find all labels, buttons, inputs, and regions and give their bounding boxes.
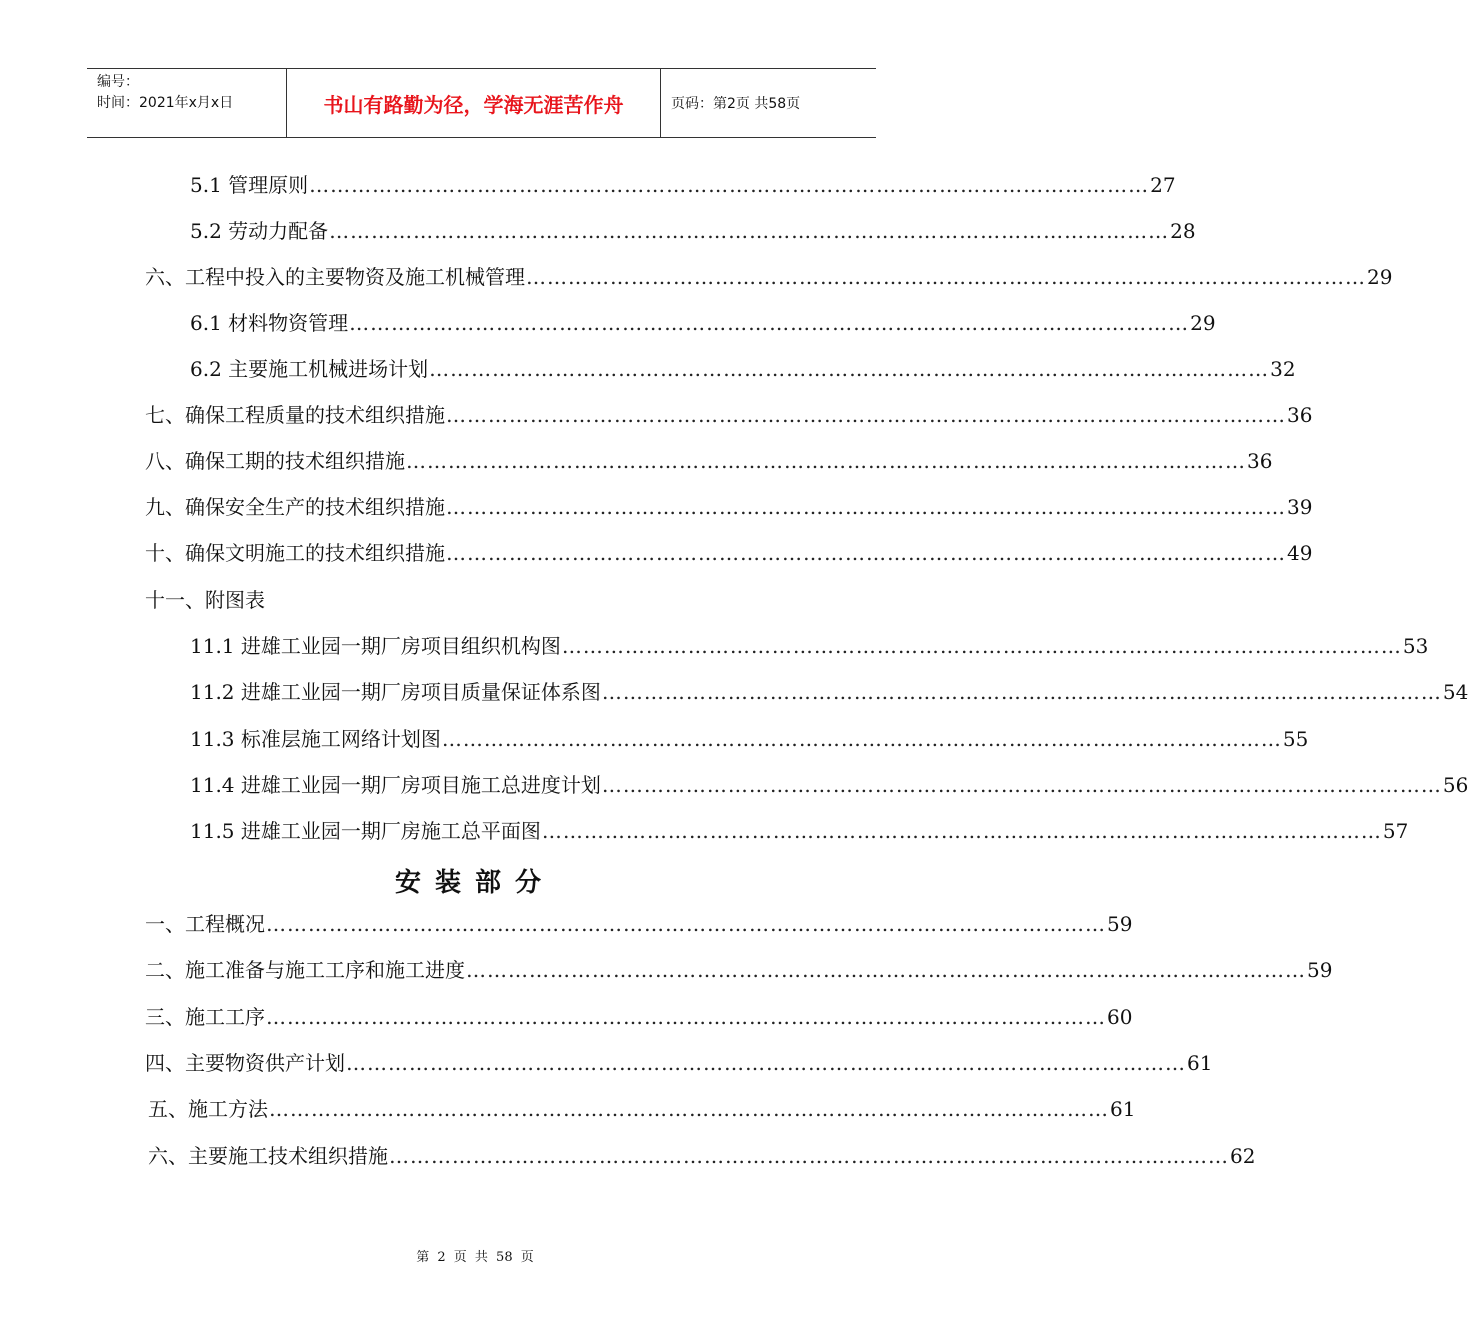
toc-entry[interactable] xyxy=(145,400,1313,430)
page-footer: 第 2 页 共 58 页 xyxy=(416,1250,534,1265)
toc-entry-page: 54 xyxy=(1442,680,1468,704)
toc-entry-label: 七、确保工程质量的技术组织措施 xyxy=(145,403,445,427)
toc-entry[interactable] xyxy=(190,216,1196,246)
toc-entry-page: 59 xyxy=(1307,958,1333,982)
header-page-info: 页码：第2页 共58页 xyxy=(671,96,801,112)
toc-entry[interactable] xyxy=(190,724,1309,754)
toc-entry[interactable] xyxy=(145,909,1133,939)
toc-entry-label: 5.1 管理原则 xyxy=(190,173,309,197)
toc-entry[interactable] xyxy=(145,1002,1133,1032)
toc-entry-label: 11.5 进雄工业园一期厂房施工总平面图 xyxy=(190,819,541,843)
toc-entry-page: 60 xyxy=(1107,1005,1133,1029)
toc-leader-dots: ………………………………………………………………………………………………………… xyxy=(441,727,1282,751)
document-time: 时间：2021年x月x日 xyxy=(97,95,234,111)
toc-entry[interactable] xyxy=(190,170,1176,200)
toc-entry-label: 6.2 主要施工机械进场计划 xyxy=(190,357,429,381)
toc-leader-dots: ………………………………………………………………………………………………………… xyxy=(601,680,1442,704)
toc-entry-label: 三、施工工序 xyxy=(145,1005,265,1029)
toc-entry[interactable] xyxy=(190,677,1468,707)
toc-leader-dots: ………………………………………………………………………………………………………… xyxy=(429,357,1270,381)
toc-leader-dots: ………………………………………………………………………………………………………… xyxy=(329,219,1170,243)
toc-entry-page: 29 xyxy=(1190,311,1216,335)
document-code-label: 编号： xyxy=(97,74,139,90)
toc-leader-dots: ………………………………………………………………………………………………………… xyxy=(541,819,1382,843)
toc-leader-dots: ………………………………………………………………………………………………………… xyxy=(349,311,1190,335)
toc-entry-page: 28 xyxy=(1170,219,1196,243)
toc-entry[interactable] xyxy=(145,1048,1213,1078)
toc-entry[interactable] xyxy=(145,585,265,615)
toc-entry-page: 62 xyxy=(1230,1144,1256,1168)
toc-leader-dots: ………………………………………………………………………………………………………… xyxy=(266,912,1106,936)
install-section-title: 安装部分 xyxy=(394,868,555,898)
toc-leader-dots: ………………………………………………………………………………………………………… xyxy=(389,1144,1229,1168)
toc-entry[interactable] xyxy=(145,492,1313,522)
toc-entry-page: 32 xyxy=(1270,357,1296,381)
toc-entry-label: 11.4 进雄工业园一期厂房项目施工总进度计划 xyxy=(190,773,601,797)
toc-leader-dots: ………………………………………………………………………………………………………… xyxy=(266,1005,1106,1029)
toc-leader-dots: ………………………………………………………………………………………………………… xyxy=(561,634,1402,658)
toc-entry-label: 11.2 进雄工业园一期厂房项目质量保证体系图 xyxy=(190,680,601,704)
toc-entry-label: 六、工程中投入的主要物资及施工机械管理 xyxy=(145,265,525,289)
toc-entry-label: 九、确保安全生产的技术组织措施 xyxy=(145,495,445,519)
toc-entry-page: 56 xyxy=(1442,773,1468,797)
header-motto: 书山有路勤为径，学海无涯苦作舟 xyxy=(287,69,661,137)
toc-entry[interactable] xyxy=(190,770,1468,800)
toc-leader-dots: ………………………………………………………………………………………………………… xyxy=(269,1097,1109,1121)
toc-entry-label: 四、主要物资供产计划 xyxy=(145,1051,345,1075)
toc-entry-label: 一、工程概况 xyxy=(145,912,265,936)
toc-entry-label: 五、施工方法 xyxy=(148,1097,268,1121)
toc-leader-dots: ………………………………………………………………………………………………………… xyxy=(601,773,1442,797)
toc-entry-label: 6.1 材料物资管理 xyxy=(190,311,349,335)
toc-entry-page: 61 xyxy=(1187,1051,1213,1075)
toc-entry-label: 11.1 进雄工业园一期厂房项目组织机构图 xyxy=(190,634,561,658)
toc-entry-label: 十一、附图表 xyxy=(145,588,265,612)
toc-entry[interactable] xyxy=(190,308,1216,338)
header-meta xyxy=(87,69,287,137)
toc-entry[interactable] xyxy=(145,538,1313,568)
toc-leader-dots: ………………………………………………………………………………………………………… xyxy=(526,265,1366,289)
toc-entry[interactable] xyxy=(148,1141,1256,1171)
toc-entry-label: 二、施工准备与施工工序和施工进度 xyxy=(145,958,465,982)
toc-leader-dots: ………………………………………………………………………………………………………… xyxy=(346,1051,1186,1075)
toc-leader-dots: ………………………………………………………………………………………………………… xyxy=(446,495,1286,519)
toc-entry[interactable] xyxy=(145,262,1393,292)
toc-entry[interactable] xyxy=(148,1094,1136,1124)
toc-entry-page: 57 xyxy=(1382,819,1409,843)
toc-leader-dots: ………………………………………………………………………………………………………… xyxy=(466,958,1306,982)
toc-entry[interactable] xyxy=(190,354,1296,384)
toc-entry-page: 55 xyxy=(1282,727,1309,751)
toc-entry-page: 36 xyxy=(1247,449,1273,473)
page-header xyxy=(87,68,876,138)
toc-entry-label: 11.3 标准层施工网络计划图 xyxy=(190,727,441,751)
toc-entry[interactable] xyxy=(145,446,1273,476)
toc-entry[interactable] xyxy=(190,816,1409,846)
toc-entry-page: 27 xyxy=(1150,173,1176,197)
toc-entry-label: 八、确保工期的技术组织措施 xyxy=(145,449,405,473)
toc-entry-page: 36 xyxy=(1287,403,1313,427)
toc-entry-page: 61 xyxy=(1110,1097,1136,1121)
toc-entry[interactable] xyxy=(145,955,1333,985)
toc-entry-page: 49 xyxy=(1287,541,1313,565)
toc-leader-dots: ………………………………………………………………………………………………………… xyxy=(446,403,1286,427)
toc-entry-label: 六、主要施工技术组织措施 xyxy=(148,1144,388,1168)
toc-entry-page: 39 xyxy=(1287,495,1313,519)
toc-leader-dots: ………………………………………………………………………………………………………… xyxy=(406,449,1246,473)
toc-entry-page: 59 xyxy=(1107,912,1133,936)
toc-leader-dots: ………………………………………………………………………………………………………… xyxy=(446,541,1286,565)
toc-leader-dots: ………………………………………………………………………………………………………… xyxy=(309,173,1150,197)
toc-entry-page: 53 xyxy=(1402,634,1429,658)
toc-entry-page: 29 xyxy=(1367,265,1393,289)
toc-entry[interactable] xyxy=(190,631,1429,661)
toc-entry-label: 5.2 劳动力配备 xyxy=(190,219,329,243)
toc-entry-label: 十、确保文明施工的技术组织措施 xyxy=(145,541,445,565)
